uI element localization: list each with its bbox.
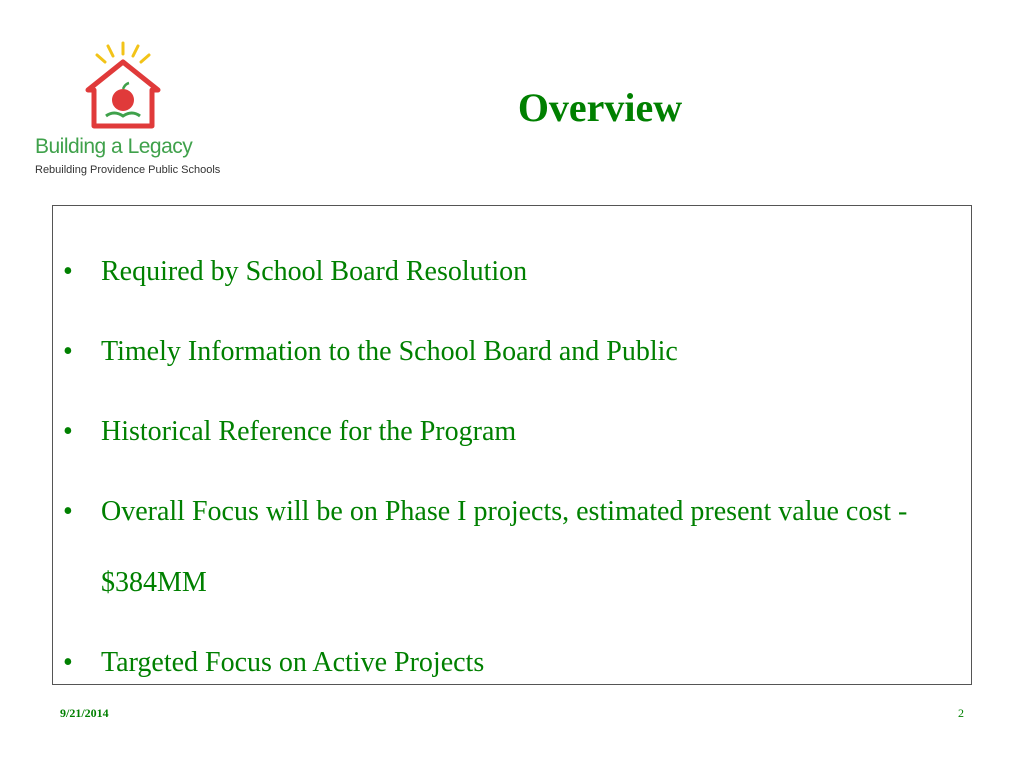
page-number: 2 <box>958 706 964 720</box>
bullet-text: Targeted Focus on Active Projects <box>101 647 485 678</box>
bullet-text: Historical Reference for the Program <box>101 416 517 447</box>
bullet-symbol: • <box>63 336 73 367</box>
logo-title: Building a Legacy <box>35 135 193 158</box>
bullet-item <box>53 627 971 698</box>
bullet-text: Required by School Board Resolution <box>101 256 528 287</box>
bullet-text: Timely Information to the School Board and Public <box>101 336 678 367</box>
bullet-symbol: • <box>63 256 73 287</box>
bullet-symbol: • <box>63 496 73 527</box>
bullet-item <box>53 476 971 618</box>
bullet-symbol: • <box>63 647 73 678</box>
bullet-list <box>53 236 971 707</box>
building-a-legacy-logo <box>30 40 230 180</box>
logo-subtitle: Rebuilding Providence Public Schools <box>35 164 221 176</box>
bullet-symbol: • <box>63 416 73 447</box>
footer-date: 9/21/2014 <box>60 706 109 720</box>
bullet-text: Overall Focus will be on Phase I projects, estimated present value cost - $384MM <box>101 496 908 598</box>
bullet-item <box>53 236 971 307</box>
bullet-item <box>53 316 971 387</box>
bullet-item <box>53 396 971 467</box>
bullet-content-box <box>52 205 972 685</box>
schoolhouse-apple-icon <box>78 40 168 132</box>
slide-title: Overview <box>517 85 683 130</box>
